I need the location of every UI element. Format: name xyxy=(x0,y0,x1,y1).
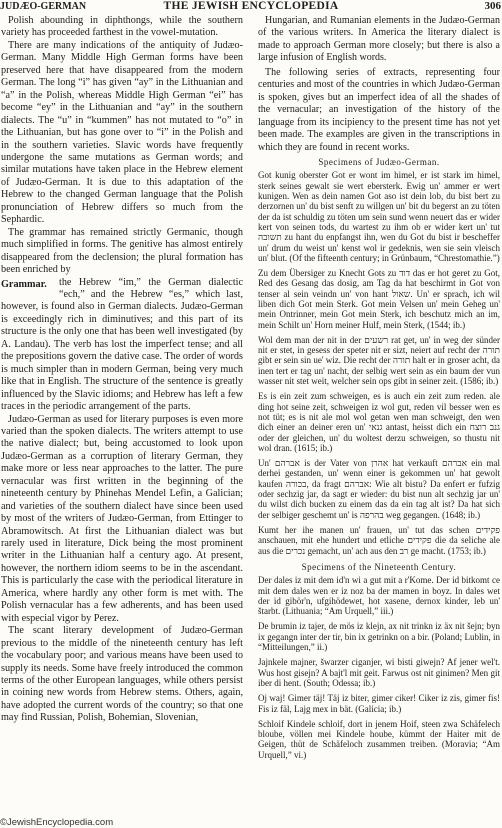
paragraph-with-margin-label xyxy=(1,277,243,414)
specimen-text: Wol dem man der nit in der רשעים rat get, un' in weg der sünder nit er stet, in gesess der speter nit er sizt, neiert auf recht der תורה gibt er sein sin ue' wiz. Die recht der תורה halt er in groser acht, da inen tert er tag un' nacht, der selbig wert sein as ein baum der vun wasser nit stet weit, welcher sein ops gibt in seiner zeit. (1586; ib.) xyxy=(258,334,500,387)
paragraph: The following series of extracts, representing four centuries and most of the countries in which Judæo-German is spoken, gives but an imperfect idea of all the shades of the vernacular; an investigation of the history of the language from its incipiency to the present time has not yet been made. The examples are given in the transcriptions in which they are found in recent works. xyxy=(258,66,500,153)
section-title: Specimens of the Nineteenth Century. xyxy=(301,561,457,572)
specimen-text: Es is ein zeit zum schweigen, es is auch ein zeit zum reden. ale ding hot seine zeit, schweigen iz wol gut, reden vil besser wen es not tüt; es is nit ale mol wol getan wen man schweigt, den wen dich einer an deiner eren un' גנאי antast, heisst dich ein גנב רוצח oder der gleichen, un' du woltest derzu schweigen, so thustu nit wol dran. (1615; ib.) xyxy=(258,391,500,453)
specimen-text: Schloif Kindele schloif, dort in jenem Hoif, steen zwa Schäfelech bloube, völlen mei Kindele hoube, kümmt der Haiter mit de Geigen, thüt de Schäfeloch zusammen treiben. (Moravia; “Am Urquell,” vi.) xyxy=(258,718,500,760)
paragraph-text: the Hebrew “im,” the German dialectic “ech,” and the Hebrew “es,” which last, however, is found also in German dialects. Judæo-German is exceedingly rich in diminutives; and this part of its structure is the only one that has been well investigated (by A. Landau). The verb has lost the imperfect tense; and all the prepositions govern the dative case. The order of words is much simpler than in modern German, being very much like that in English. The structure of the sentence is greatly influenced by the Slavic idioms; and Hebrew has left a few traces in the periodic arrangement of the parts. xyxy=(1,276,243,413)
specimen-text: De brumin iz tajer, de mös iz klejn, ax nit trinkn iz äx nit šejn; byn ix gegangn inter der tir, bin ix getrinkn on a bir. (Poland; Lublin, in “Mitteilungen,” ii.) xyxy=(258,621,500,653)
margin-label-grammar: Grammar. xyxy=(1,278,47,290)
site-credit: ©JewishEncyclopedia.com xyxy=(0,817,114,828)
specimen-text: Der dales iz mit dem id'n wi a gut mit a r'Kome. Der id bitkomt ce mit dem dales wen er iz noz ba der mamen in boyz. In dales wet der id gibör'n, ufgihödewet, hot xasene, dernox kinder, leb un' štarbt. (Lithuania; “Am Urquell,” iii.) xyxy=(258,575,500,617)
paragraph: There are many indications of the antiquity of Judæo-German. Many Middle High German forms have been preserved here that have disappeared from the modern German. The long “i” has given “ay” in the Lithuanian and “a” in the Polish, whereas Middle High German “ei” has become “ey” in the Lithuanian and “ay” in the southern dialects. The “u” in “kummen” has not mutated to “o” in the Lithuanian, but has gone over to “i” in the Polish and in the southern varieties. Slavic words have frequently undergone the same mutations as German words; and similar mutations have taken place in the Hebrew element of Judæo-German. It is due to this adaptation of the Hebrew to the changed German language that the Polish pronunciation of Hebrew differs so much from the Sephardic. xyxy=(1,39,243,226)
paragraph: Judæo-German as used for literary purposes is even more varied than the spoken dialects. The writers attempt to use the native dialect; but, being accustomed to look upon Judæo-German as a corruption of literary German, they make more or less near approaches to the latter. The pure vernacular was first written in the beginning of the nineteenth century by Phinehas Mendel Lefin, a Galician; and varieties of the southern dialect have since been used by most of the writers of Judæo-German, from Ettinger to Abramowitsch. At first the Lithuanian dialect was but rarely used in literature, Dick being the most prominent writer in the Lithuanian half a century ago. At present, however, the northern idiom seems to be in the ascendant. This is particularly the case with the periodical literature in America, where hardly any other form is met with. The Polish vernacular has a few adherents, and has been used with especial vigor by Perez. xyxy=(1,413,243,624)
paragraph: The grammar has remained strictly Germanic, though much simplified in forms. The genitive has almost entirely disappeared from the declension; the plural formation has been enriched by xyxy=(1,226,243,276)
right-column xyxy=(258,15,500,815)
section-title: Specimens of Judæo-German. xyxy=(318,156,440,167)
paragraph: Polish abounding in diphthongs, while the southern variety has proceeded farthest in the vowel-mutation. xyxy=(1,15,243,39)
specimen-text: Zu dem Übersiger zu Knecht Gots zu דוד das er hot geret zu Got, Red des Gesang das dosig, am Tag da hat beschirmt in Got von tenser al sein veindn un' von hant שאול. Un' er sprach, ich wil liben dich Got mein Sterk. Got mein Velsen un' mein Geheg un' mein Ontrinner, mein Got mein Sterk, ich beschutz mich an im, mein Schilt un' Horn meiner Hulf, mein Sterk, (1544; ib.) xyxy=(258,268,500,330)
specimen-text: Got kunig oberster Got er wont im himel, er ist stark im himel, sterk seines gewalt sie wert ebersterk. Ewig un' ammer er wert kunigen. Wen as dein namen Got aso ist dein lob, du bist bert zu derzornen un' du bist senft zu willgen un' bit du begerst an zu töten der da ist schuldig zu töten um sein sund wenn neuert das er wider kert von seinen tods, du wartest zu ihm ob er wider kert un' tut תשובה zu hant du enpfangst ihn, wen du Got du bist ir bescheffer un' drum du weist un' kenst wol ir gedeknis, wen sie sein vleisch un' blut. (Of the fifteenth century; in Grünbaum, “Chrestomathie.”) xyxy=(258,170,500,263)
specimen-text: Kumt her ihe manen un' frauen, un' tut das schen פקידים anschauen, mit ehe hundert und etliche פקידים die da seliche ale aus die נכרים gemacht, un' ach aus den רב ge macht. (1753; ib.) xyxy=(258,524,500,556)
specimen-text: Jajnkele majner, šwarzer ciganjer, wi bisti giwejn? Af jener wel't. Wus host gisejn? A bajt'l mit geit. Farwus ost nit ginimen? Men git iber di hent. (South; Odessa; ib.) xyxy=(258,657,500,688)
page-header xyxy=(0,0,502,14)
specimen-text: Oj waj! Gimer täj! Täj iz biter, gimer ciker! Ciker iz zis, gimer fis! Fis iz fäl, Lajg mex in bät. (Galicia; ib.) xyxy=(258,693,500,714)
left-column xyxy=(1,15,243,815)
paragraph: The scant literary development of Judæo-German previous to the middle of the nineteenth century has left the vocabulary poor; and various means have been used to supply its needs. Some have freely introduced the common terms of the other European languages, while others persist in coining new words from Hebrew stems. Others, again, have adopted the current words of the country; so that one may find Russian, Polish, Bohemian, Slovenian, xyxy=(1,625,243,724)
paragraph: Hungarian, and Rumanian elements in the Judæo-German of the various writers. In America the literary dialect is made to approach German more closely; but there is also a large infusion of English words. xyxy=(258,15,500,64)
running-head-title: THE JEWISH ENCYCLOPEDIA xyxy=(163,0,339,12)
specimen-text: Un' אברהם is der Vater von אהרן hat verkauft ‎אברהם‎ ein mal derhei gestanden, un' wenn einer is gekommen un' hat gewolt kaufen בכורה, da fragt אברהם: Wie alt bistu? Da enfert er fufzig oder sechzig jar, da sagt er wieder: du bist nun alt sechzig jar un' du wilst dich bucken zu einem das da ein tag alt ist? Da hat sich der selbiger geschemt un' is בהרפה weg gegangen. (1648; ib.) xyxy=(258,458,500,520)
page-number: 306 xyxy=(484,0,501,12)
running-head-left: JUDÆO-GERMAN xyxy=(0,1,87,12)
